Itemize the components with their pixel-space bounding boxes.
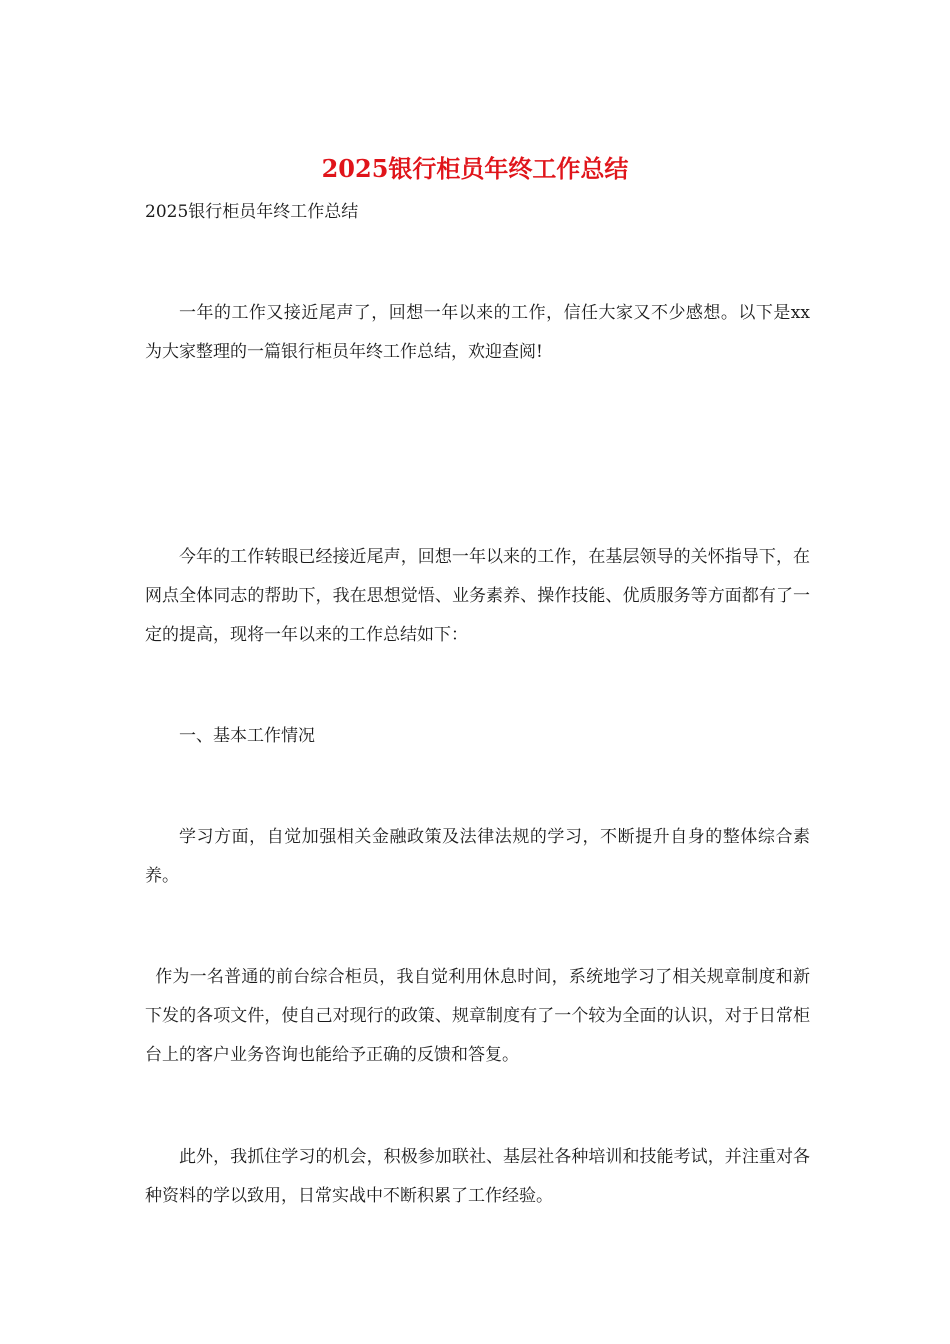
document-subtitle: 2025银行柜员年终工作总结 (145, 202, 359, 222)
paragraph-intro: 一年的工作又接近尾声了，回想一年以来的工作，信任大家又不少感想。以下是xx为大家整理的一篇银行柜员年终工作总结，欢迎查阅! (145, 303, 810, 362)
paragraph-study: 学习方面，自觉加强相关金融政策及法律法规的学习，不断提升自身的整体综合素养。 (145, 827, 810, 886)
paragraph-overview: 今年的工作转眼已经接近尾声，回想一年以来的工作，在基层领导的关怀指导下，在网点全体同志的帮助下，我在思想觉悟、业务素养、操作技能、优质服务等方面都有了一定的提高，现将一年以来的工作总结如下： (145, 547, 810, 645)
paragraph-teller-role: 作为一名普通的前台综合柜员，我自觉利用休息时间，系统地学习了相关规章制度和新下发的各项文件，使自己对现行的政策、规章制度有了一个较为全面的认识，对于日常柜台上的客户业务咨询也能给予正确的反馈和答复。 (145, 967, 810, 1065)
document-title: 2025银行柜员年终工作总结 (321, 154, 629, 183)
paragraph-training: 此外，我抓住学习的机会，积极参加联社、基层社各种培训和技能考试，并注重对各种资料的学以致用，日常实战中不断积累了工作经验。 (145, 1147, 810, 1206)
section-heading-basic-work: 一、基本工作情况 (179, 726, 315, 746)
